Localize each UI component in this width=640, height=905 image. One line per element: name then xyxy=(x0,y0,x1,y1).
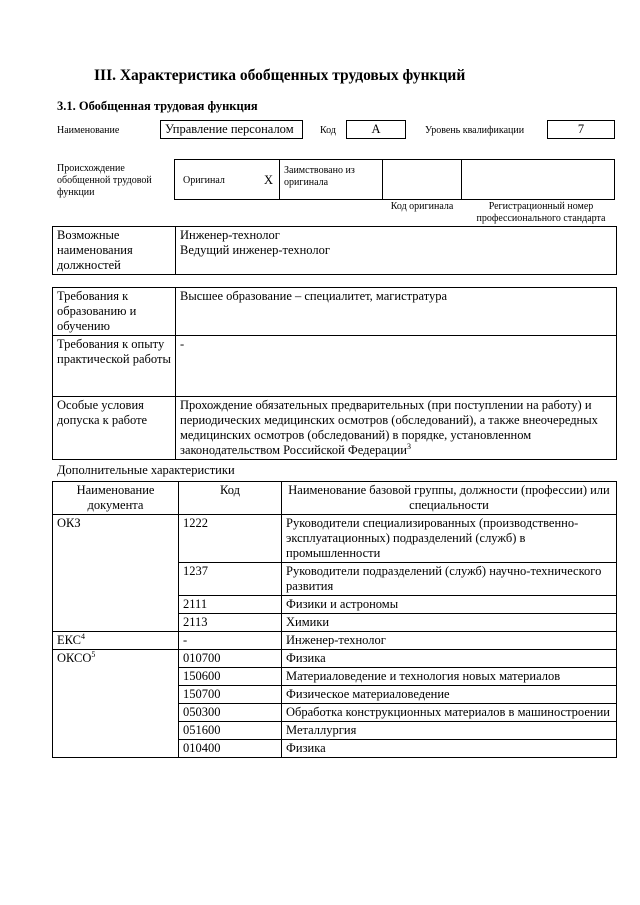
requirements-table xyxy=(52,287,617,460)
positions-label: Возможные наименования должностей xyxy=(53,227,176,275)
reg-number-cell xyxy=(461,159,615,200)
doc-name-cell xyxy=(53,515,179,632)
occupation-name-cell: Физики и астрономы xyxy=(282,596,617,614)
code-label: Код xyxy=(320,125,336,136)
req-education-label: Требования к образованию и обучению xyxy=(53,288,176,336)
position-item: Ведущий инженер-технолог xyxy=(180,243,330,257)
table-row xyxy=(53,515,617,563)
level-value: 7 xyxy=(547,120,615,139)
header-code: Код xyxy=(179,482,282,515)
doc-name-cell xyxy=(53,632,179,650)
occupation-name-cell: Инженер-технолог xyxy=(282,632,617,650)
section-title: III. Характеристика обобщенных трудовых функций xyxy=(94,67,466,84)
subsection-title: 3.1. Обобщенная трудовая функция xyxy=(57,99,258,113)
additional-table xyxy=(52,481,617,758)
header-name: Наименование базовой группы, должности (профессии) или специальности xyxy=(282,482,617,515)
doc-name: ОКЗ xyxy=(57,516,81,530)
code-cell: 2111 xyxy=(179,596,282,614)
code-cell: 2113 xyxy=(179,614,282,632)
position-item: Инженер-технолог xyxy=(180,228,280,242)
code-cell: - xyxy=(179,632,282,650)
level-label: Уровень квалификации xyxy=(425,125,525,136)
additional-table-body xyxy=(53,515,617,758)
doc-name: ЕКС xyxy=(57,633,81,647)
occupation-name-cell: Физика xyxy=(282,740,617,758)
code-cell: 150600 xyxy=(179,668,282,686)
req-special-value xyxy=(176,397,617,460)
code-cell: 1237 xyxy=(179,563,282,596)
table-row xyxy=(53,650,617,668)
positions-values xyxy=(176,227,617,275)
doc-name-cell xyxy=(53,650,179,758)
code-cell: 010400 xyxy=(179,740,282,758)
code-original-caption: Код оригинала xyxy=(390,201,454,212)
req-special-text: Прохождение обязательных предварительных (при поступлении на работу) и периодических медицинских осмотров (обследований), а также внеочередных медицинских осмотров (обследований) в порядке, установленном законодательством Российской Федерации xyxy=(180,398,598,457)
footnote-mark: 3 xyxy=(406,441,411,451)
code-original-cell xyxy=(382,159,462,200)
occupation-name-cell: Руководители подразделений (служб) научно-технического развития xyxy=(282,563,617,596)
code-cell: 150700 xyxy=(179,686,282,704)
doc-name: ОКСО xyxy=(57,651,92,665)
footnote-mark: 5 xyxy=(91,649,96,659)
table-row xyxy=(53,632,617,650)
original-label: Оригинал xyxy=(183,175,225,186)
reg-number-caption: Регистрационный номер профессионального стандарта xyxy=(476,201,606,224)
code-cell: 051600 xyxy=(179,722,282,740)
additional-title: Дополнительные характеристики xyxy=(57,463,235,477)
req-experience-value: - xyxy=(176,336,617,397)
req-experience-label: Требования к опыту практической работы xyxy=(53,336,176,397)
occupation-name-cell: Физическое материаловедение xyxy=(282,686,617,704)
occupation-name-cell: Руководители специализированных (производственно-эксплуатационных) подразделений (служб) в промышленности xyxy=(282,515,617,563)
occupation-name-cell: Материаловедение и технология новых материалов xyxy=(282,668,617,686)
occupation-name-cell: Химики xyxy=(282,614,617,632)
code-cell: 050300 xyxy=(179,704,282,722)
borrowed-cell: Заимствовано из оригинала xyxy=(279,159,383,200)
original-cell xyxy=(174,159,280,200)
origin-label: Происхождение обобщенной трудовой функции xyxy=(57,163,152,198)
code-value: А xyxy=(346,120,406,139)
name-label: Наименование xyxy=(57,125,120,136)
occupation-name-cell: Обработка конструкционных материалов в машиностроении xyxy=(282,704,617,722)
code-cell: 010700 xyxy=(179,650,282,668)
name-value: Управление персоналом xyxy=(160,120,303,139)
req-special-label: Особые условия допуска к работе xyxy=(53,397,176,460)
req-education-value: Высшее образование – специалитет, магистратура xyxy=(176,288,617,336)
header-doc: Наименование документа xyxy=(53,482,179,515)
footnote-mark: 4 xyxy=(81,631,85,641)
positions-table xyxy=(52,226,617,275)
occupation-name-cell: Металлургия xyxy=(282,722,617,740)
original-mark: X xyxy=(264,173,274,187)
occupation-name-cell: Физика xyxy=(282,650,617,668)
code-cell: 1222 xyxy=(179,515,282,563)
